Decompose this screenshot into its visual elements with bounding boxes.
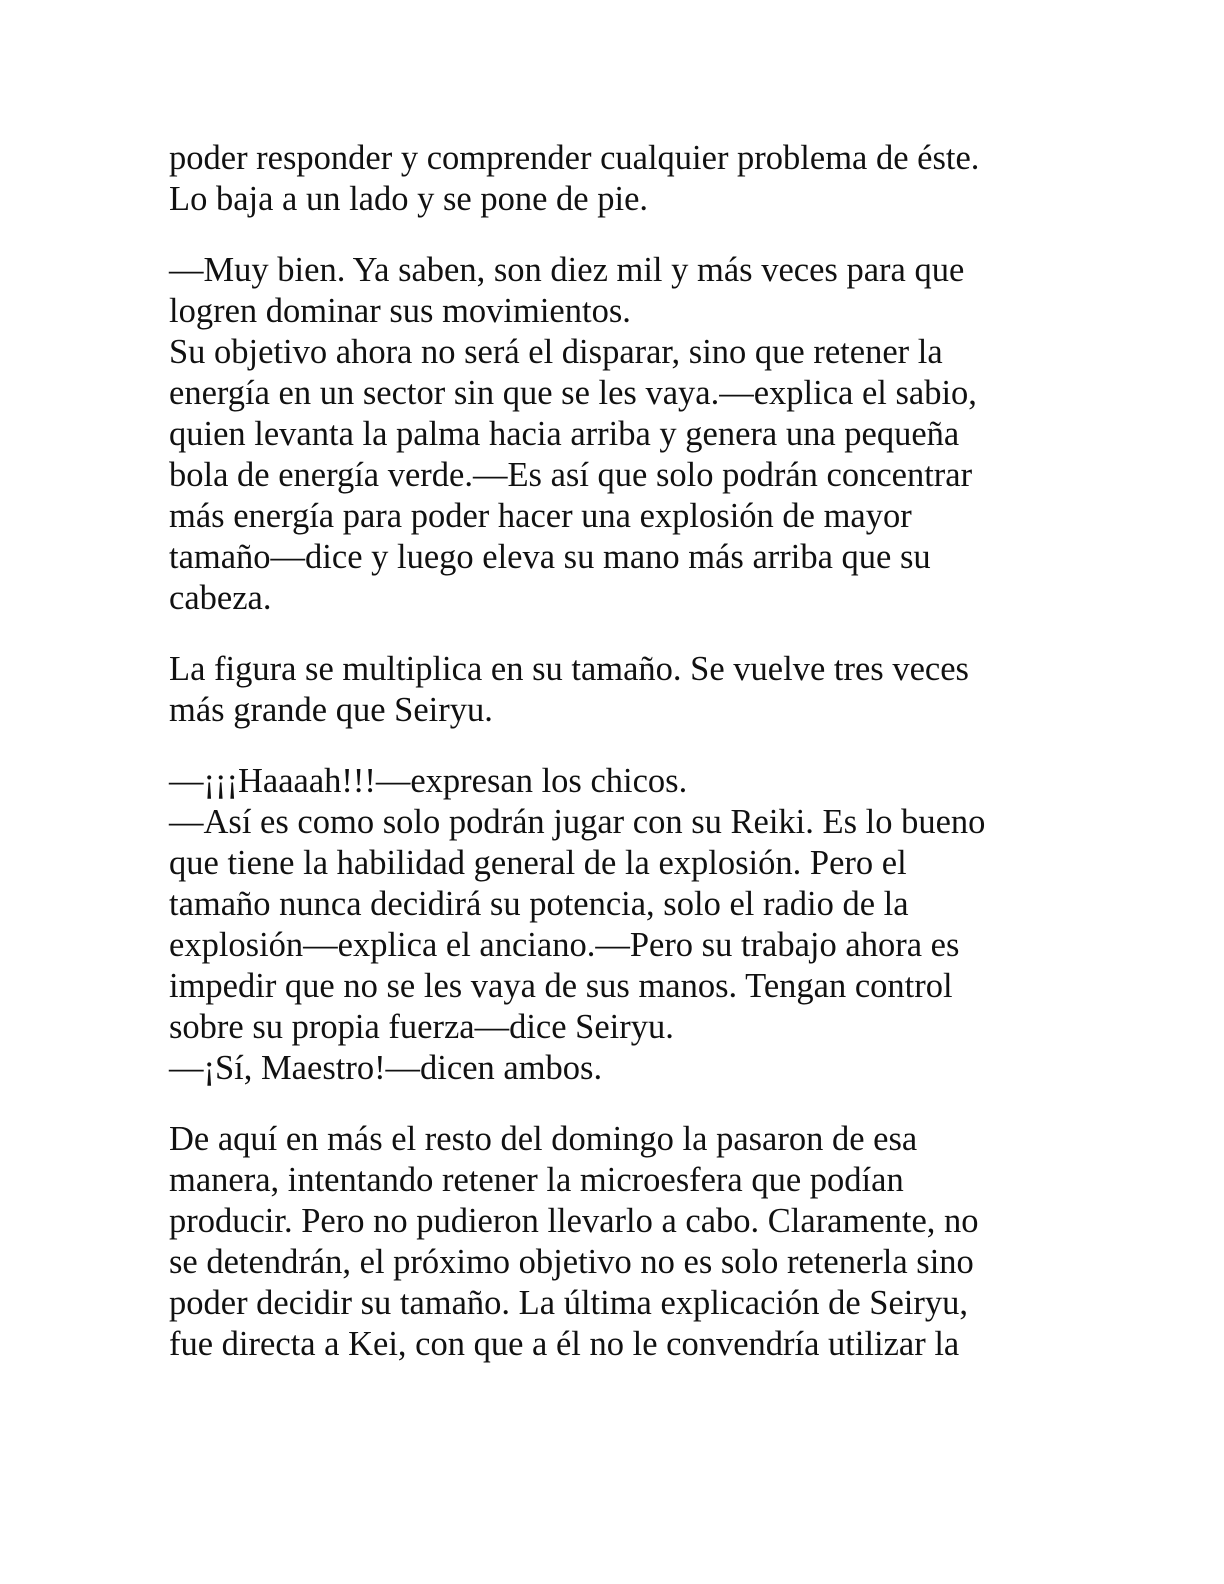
- text-line: De aquí en más el resto del domingo la pasaron de esa: [169, 1120, 918, 1158]
- text-line: cabeza.: [169, 579, 272, 617]
- text-line: Su objetivo ahora no será el disparar, sino que retener la: [169, 333, 943, 371]
- text-line: —¡Sí, Maestro!—dicen ambos.: [169, 1049, 603, 1087]
- paragraph-5: [169, 1119, 1049, 1365]
- text-line: sobre su propia fuerza—dice Seiryu.: [169, 1008, 674, 1046]
- text-line: poder responder y comprender cualquier problema de éste.: [169, 139, 980, 177]
- text-line: logren dominar sus movimientos.: [169, 292, 631, 330]
- text-line: energía en un sector sin que se les vaya.—explica el sabio,: [169, 374, 977, 412]
- paragraph-1: [169, 138, 1049, 220]
- text-line: tamaño nunca decidirá su potencia, solo el radio de la: [169, 885, 909, 923]
- text-line: tamaño—dice y luego eleva su mano más arriba que su: [169, 538, 931, 576]
- text-line: bola de energía verde.—Es así que solo podrán concentrar: [169, 456, 973, 494]
- text-line: fue directa a Kei, con que a él no le convendría utilizar la: [169, 1325, 960, 1363]
- body-text: [169, 138, 1049, 1365]
- text-line: manera, intentando retener la microesfera que podían: [169, 1161, 904, 1199]
- text-line: —Así es como solo podrán jugar con su Reiki. Es lo bueno: [169, 803, 986, 841]
- text-line: La figura se multiplica en su tamaño. Se vuelve tres veces: [169, 650, 969, 688]
- text-line: Lo baja a un lado y se pone de pie.: [169, 180, 649, 218]
- text-line: que tiene la habilidad general de la explosión. Pero el: [169, 844, 907, 882]
- text-line: —Muy bien. Ya saben, son diez mil y más veces para que: [169, 251, 965, 289]
- text-line: producir. Pero no pudieron llevarlo a cabo. Claramente, no: [169, 1202, 979, 1240]
- paragraph-3: [169, 649, 1049, 731]
- paragraph-4: [169, 761, 1049, 1089]
- text-line: más energía para poder hacer una explosión de mayor: [169, 497, 912, 535]
- text-line: —¡¡¡Haaaah!!!—expresan los chicos.: [169, 762, 688, 800]
- text-line: se detendrán, el próximo objetivo no es solo retenerla sino: [169, 1243, 974, 1281]
- text-line: explosión—explica el anciano.—Pero su trabajo ahora es: [169, 926, 960, 964]
- paragraph-2: [169, 250, 1049, 619]
- text-line: impedir que no se les vaya de sus manos. Tengan control: [169, 967, 953, 1005]
- text-line: poder decidir su tamaño. La última explicación de Seiryu,: [169, 1284, 968, 1322]
- text-line: quien levanta la palma hacia arriba y genera una pequeña: [169, 415, 960, 453]
- text-line: más grande que Seiryu.: [169, 691, 493, 729]
